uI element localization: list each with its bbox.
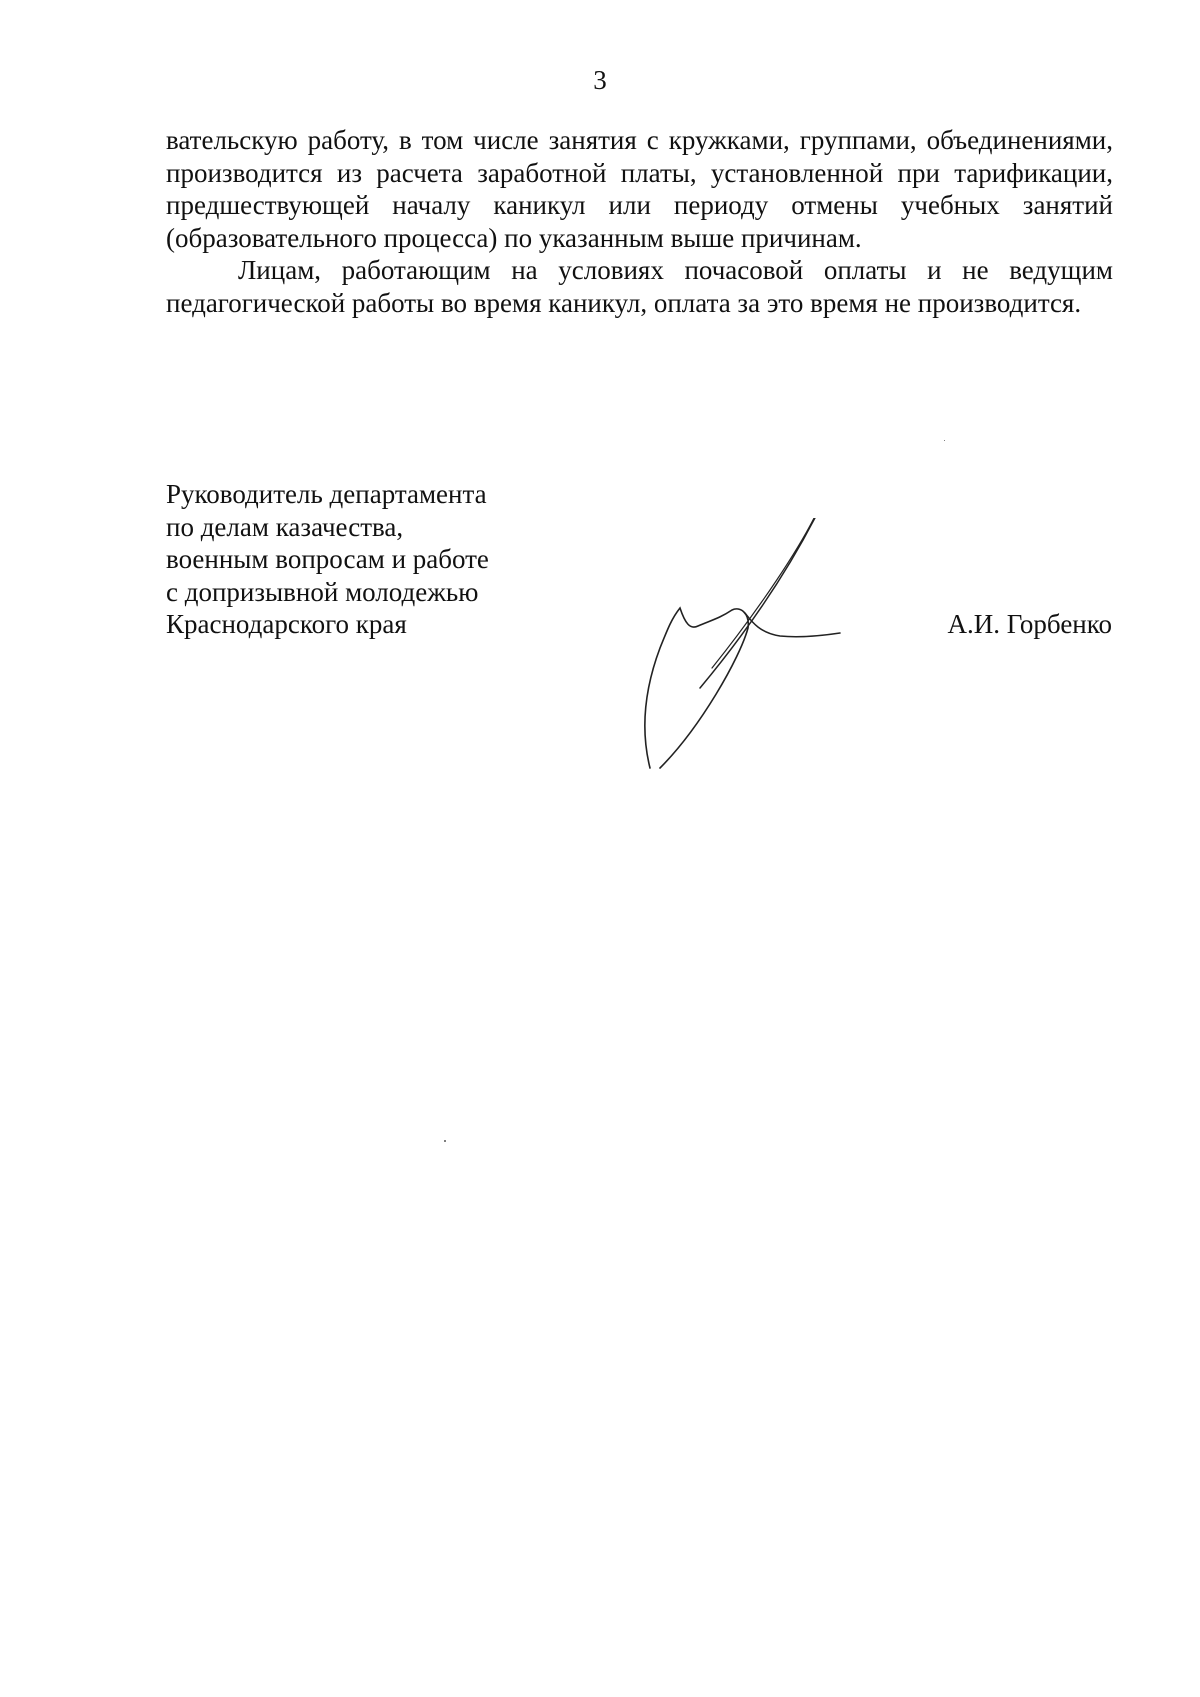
signatory-title-line: Краснодарского края <box>166 609 407 640</box>
handwritten-signature <box>640 518 890 838</box>
signatory-title-line: по делам казачества, <box>166 511 404 542</box>
signatory-name: А.И. Горбенко <box>947 609 1112 639</box>
signatory-title <box>166 478 489 641</box>
paragraph: Лицам, работающим на условиях почасовой оплаты и не ведущим педагогической работы во время каникул, оплата за это время не производится. <box>166 255 1113 318</box>
paragraph: вательскую работу, в том числе занятия с кружками, группами, объединениями, производится из расчета заработной платы, установленной при тарификации, предшествующей началу каникул или периоду отмены учебных занятий (образовательного процесса) по указанным выше причинам. <box>166 125 1113 253</box>
signatory-title-line: военным вопросам и работе <box>166 544 489 575</box>
scan-speck <box>944 440 945 441</box>
signatory-title-line: с допризывной молодежью <box>166 576 479 607</box>
scan-speck <box>444 1140 446 1142</box>
page-number: 3 <box>593 65 607 95</box>
signatory-title-line: Руководитель департамента <box>166 479 487 509</box>
body-text <box>166 124 1113 320</box>
